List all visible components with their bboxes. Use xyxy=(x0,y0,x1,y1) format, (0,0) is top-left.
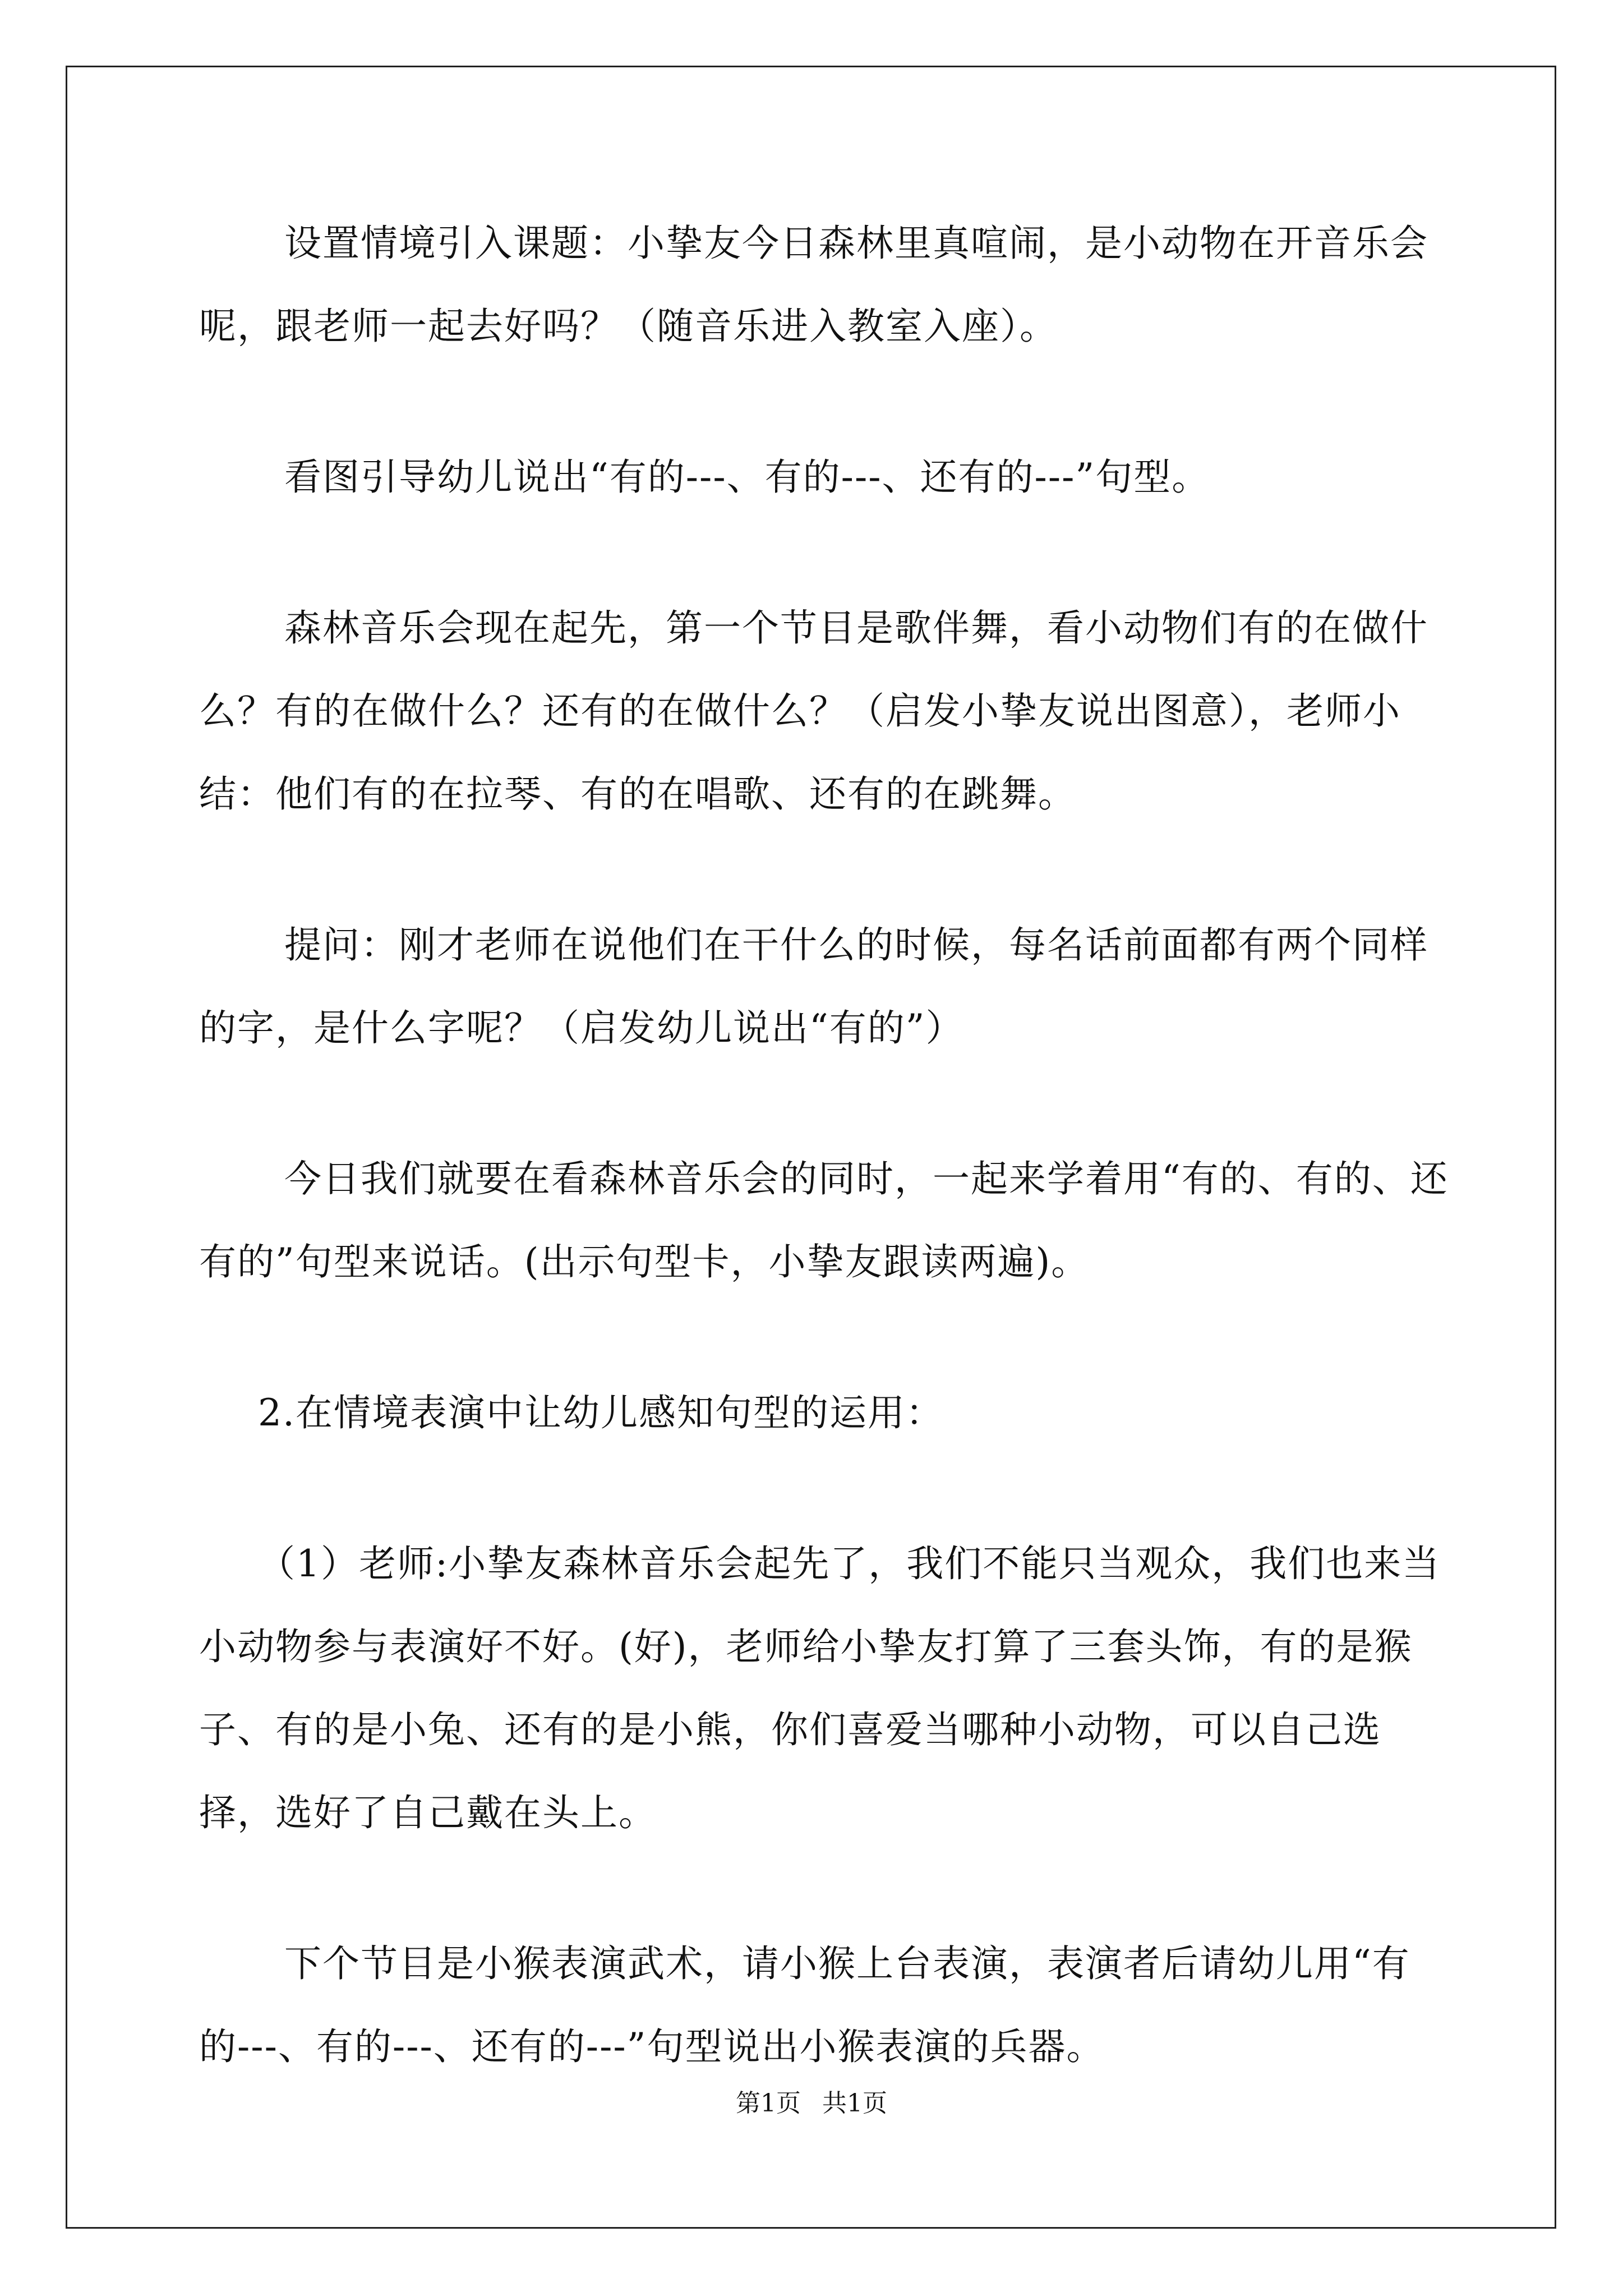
page-number-total: 共1页 xyxy=(822,2089,887,2118)
paragraph-monkey-show: 下个节目是小猴表演武术，请小猴上台表演，表演者后请幼儿用“有的---、有的---、还有的---”句型说出小猴表演的兵器。 xyxy=(199,1942,1410,2068)
paragraph-concert-start: 森林音乐会现在起先，第一个节目是歌伴舞，看小动物们有的在做什么？有的在做什么？还有的在做什么？（启发小挚友说出图意），老师小结：他们有的在拉琴、有的在唱歌、还有的在跳舞。 xyxy=(199,606,1428,816)
paragraph-section-heading: 2.在情境表演中让幼儿感知句型的运用： xyxy=(258,1391,944,1434)
page-footer xyxy=(0,2087,1623,2120)
paragraph-picture-guide: 看图引导幼儿说出“有的---、有的---、还有的---”句型。 xyxy=(284,455,1210,499)
paragraph-question: 提问：刚才老师在说他们在干什么的时候，每名话前面都有两个同样的字，是什么字呢？（启发幼儿说出“有的”） xyxy=(199,923,1428,1050)
paragraph-performance: （1）老师:小挚友森林音乐会起先了，我们不能只当观众，我们也来当小动物参与表演好不好。(好)，老师给小挚友打算了三套头饰，有的是猴子、有的是小兔、还有的是小熊，你们喜爱当哪种小动物，可以自己选择，选好了自己戴在头上。 xyxy=(199,1542,1441,1834)
paragraph-intro: 设置情境引入课题：小挚友今日森林里真喧闹，是小动物在开音乐会呢，跟老师一起去好吗？（随音乐进入教室入座）。 xyxy=(199,222,1428,348)
paragraph-sentence-pattern: 今日我们就要在看森林音乐会的同时，一起来学着用“有的、有的、还有的”句型来说话。(出示句型卡，小挚友跟读两遍)。 xyxy=(199,1157,1449,1283)
page-number-current: 第1页 xyxy=(736,2089,801,2118)
document-body xyxy=(199,202,1450,2156)
